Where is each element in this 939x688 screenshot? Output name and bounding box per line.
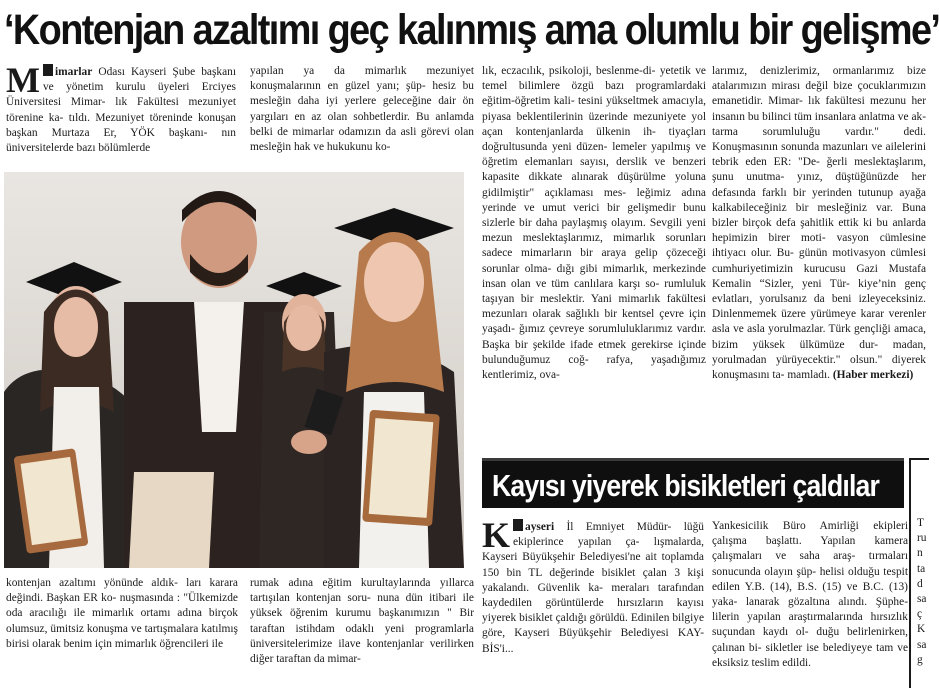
byline: (Haber merkezi) bbox=[832, 369, 914, 382]
text-line: lüğü ekiplerince yapılan ça- bbox=[513, 521, 704, 549]
side-text-fragment: ta bbox=[917, 562, 926, 575]
text-line: Konuşmasının sonunda mazunları bbox=[712, 141, 869, 154]
text-line: yiyerek bisiklet çaldığı görüldü. bbox=[482, 612, 628, 625]
text-line: ları karara değindi. Başkan ER ko- bbox=[6, 577, 238, 605]
text-line: madan, yorulmadan yürüyecektir." bbox=[712, 338, 926, 366]
article-marker-square bbox=[513, 519, 523, 531]
text-line: vasyon cümlesine ihtiyacı olur. Bu- bbox=[712, 232, 926, 260]
text-line: elemanları sayısı, derslik ve benzeri bbox=[524, 156, 706, 169]
text-line: tesini yükseltmek amacıyla, piyasa bbox=[482, 95, 706, 123]
text-line: yınız, düştüğünüzde her defasında bbox=[712, 171, 926, 199]
text-line: tıldı. Mezuniyet töreninde konuşan bbox=[68, 111, 236, 124]
text-line: bir gelişmedir bunu sizlerle bir daha bbox=[482, 201, 706, 230]
text-line: sorunları sadece mimarların bir bbox=[482, 232, 706, 260]
text-line: ve asla yorulmazlar. Türk gençliği bbox=[733, 323, 891, 336]
text-line: ğerli meslektaşlarım, şunu unutma- bbox=[712, 156, 926, 184]
text-line: sağlıklı bir kentsel çevre için yaşadı- bbox=[482, 308, 706, 336]
article1-column-2 bbox=[250, 64, 474, 155]
text-line: aracılığı ile mimarlık ortamı adına bbox=[29, 607, 202, 620]
side-text-fragment: ç bbox=[917, 608, 923, 621]
text-line: ki bu anlarda hepimizin birer moti- bbox=[712, 217, 926, 245]
text-line: rumak adına eğitim kurultaylarında bbox=[250, 577, 431, 589]
lead-word: imarlar bbox=[54, 66, 93, 78]
text-line: Belediyesi'ne ait toplamda 150 bbox=[482, 551, 704, 579]
text-line: rafya, yaşadığımız kentlerimiz, ova- bbox=[482, 353, 706, 382]
text-line: olan sohbetlerdir. Bu anlamda belki bbox=[250, 110, 474, 138]
side-text-fragment: n bbox=[917, 547, 923, 560]
text-line: tartışmalara katılmış birisi olarak bbox=[6, 622, 238, 650]
article1-column-3 bbox=[482, 64, 706, 383]
text-line: hırsızlık suçundan kaydı ol- bbox=[712, 611, 908, 639]
text-line: amaca, bizim yüksek ülkümüze dur- bbox=[712, 323, 926, 351]
text-line: meraları tarafından kaydedilen bbox=[482, 581, 704, 610]
text-line: günün motivasyon cümlesi bbox=[798, 247, 926, 260]
text-line: ve ailelerini tebrik eden ER: "De- bbox=[712, 141, 926, 169]
text-line: nuşmasında : "Ülkemizde oda bbox=[6, 592, 238, 620]
text-line: sikletler ise belediyeye tam ve bbox=[765, 641, 908, 654]
text-line: nuna dün itibari ile yüksek öğrenim bbox=[250, 592, 474, 620]
text-line: lanarak gözaltına alındı. Şüphe- bbox=[745, 596, 908, 609]
text-line: farklı bir yerinden tutunup ayağa bbox=[762, 186, 926, 199]
text-line: Odası Kayseri Şube bbox=[98, 66, 196, 78]
text-line: mezun meslektaşlarımız, mimarlık bbox=[482, 232, 656, 245]
text-line: üyeleri Erciyes Üniversitesi Mimar- bbox=[6, 81, 236, 109]
article-marker-square bbox=[43, 64, 53, 76]
text-line: programlardaki eğitim-öğretim kali- bbox=[482, 80, 706, 108]
text-line: (14), B.S. (15) ve B.C. (13) yaka- bbox=[712, 580, 908, 609]
text-line: duğu belirlenirken, çalınan bi- bbox=[712, 626, 908, 654]
text-line: tiyaçları doğrultusunda yeni düzen- bbox=[482, 125, 706, 154]
article1-column-1-continued bbox=[6, 576, 238, 652]
text-line: üniversitelerimize ilave kontenjanlar bbox=[250, 637, 424, 650]
dropcap-letter: K bbox=[482, 515, 511, 555]
text-line: Edinilen bilgiye göre, Kayseri bbox=[482, 612, 704, 640]
text-line: başkan Murtaza Er, YÖK başkanı- bbox=[6, 126, 208, 139]
text-line: gerekirse içinde bulunduğumuz coğ- bbox=[482, 338, 706, 366]
text-line: verilirken diğer taraftan da mimar- bbox=[250, 637, 474, 666]
text-line: Buna bizler birçok defa şahitlik ettik bbox=[712, 201, 926, 230]
article2-column-2 bbox=[712, 519, 908, 671]
text-line: görüntülerde hırsızların kayısı bbox=[545, 597, 704, 610]
text-line: olsun." diyerek konuşmasını ta- bbox=[712, 353, 926, 382]
text-line: araya gelip çözeceği sorunlar olma- bbox=[482, 247, 706, 275]
article1-column-1 bbox=[6, 60, 236, 156]
text-line: bin TL değerinde bisiklet çalan bbox=[506, 566, 667, 579]
article1-column-2-continued bbox=[250, 576, 474, 667]
text-line: nın üniversitelerde bazı bölümlerde bbox=[6, 126, 236, 155]
article1-column-1-text bbox=[6, 60, 236, 155]
side-text-fragment: sa bbox=[917, 638, 927, 651]
text-line: benim için mimarlık öğrencileri ile bbox=[63, 637, 224, 650]
text-line: yoluna gidilmiştir" açıklaması mes- bbox=[482, 171, 706, 199]
text-line: kurumu başkanımızın " Bir taraftan bbox=[250, 607, 474, 635]
side-text-fragment: g bbox=[917, 653, 923, 666]
text-line: cumhuriyetimizin kurucusu Gazi bbox=[712, 262, 878, 275]
text-line: tırmaları sonucunda olayın şüp- bbox=[712, 550, 908, 578]
text-line: istihdam odaklı yeni programlarla bbox=[295, 622, 474, 635]
text-line: beklentilerinin üzerinde mezuniyete bbox=[516, 110, 686, 123]
article1-column-4 bbox=[712, 64, 926, 383]
text-line: bize atalarımızın mirası değil bize bbox=[712, 65, 926, 93]
text-line: yol açan kontenjanlarda ülkenin ih- bbox=[482, 110, 706, 138]
text-line: lık, eczacılık, psikoloji, beslenme-di- bbox=[482, 65, 656, 77]
text-line: mimarlık fakültesi mezunları olarak bbox=[482, 293, 706, 321]
text-line: lık Fakültesi mezuniyet törenine ka- bbox=[6, 96, 236, 124]
text-line: helisi olduğu tespit edilen Y.B. bbox=[712, 565, 908, 593]
text-line: olan mesleğin hak ve hukukunu ko- bbox=[250, 125, 474, 154]
text-line: yıllarca tartışılan kontenjan soru- bbox=[250, 577, 474, 605]
text-line: 3 kişi yakalandı. Güvenlik ka- bbox=[482, 566, 704, 594]
article2-headline-banner bbox=[482, 458, 904, 508]
side-text-fragment: d bbox=[917, 577, 923, 590]
text-line: başkanı ve yönetim kurulu bbox=[42, 66, 236, 94]
text-line: de mimarlar odamızın da asli görevi bbox=[277, 125, 450, 138]
text-line: lışmalarda, Kayseri Büyükşehir bbox=[482, 536, 704, 564]
text-line: leğimiz adına yerinde ve umut verici bbox=[482, 186, 706, 214]
text-line: konuşmalarının en güzel yanı; şüp- bbox=[250, 80, 426, 93]
text-line: bilinci tüm insanlara anlatma ve ak- bbox=[762, 110, 926, 123]
text-line: kiye’nin genç evlatları, yorulsanız da bbox=[712, 277, 926, 306]
text-line: Mustafa Kemalin “Sizler, yeni Tür- bbox=[712, 262, 926, 290]
closing-text: mamladı. bbox=[787, 369, 833, 382]
text-line: dığı gibi mimarlık, merkezinde bbox=[556, 262, 706, 275]
text-line: kontenjan azaltımı yönünde aldık- bbox=[6, 577, 178, 589]
text-line: vardır. Başka bir şekilde ifade etmek bbox=[482, 323, 706, 351]
text-line: birçok olumsuz, ümitsiz konuşma ve bbox=[6, 607, 238, 635]
side-text-fragment: ru bbox=[917, 532, 927, 545]
text-line: üzere yürümeye karar verenler asla bbox=[712, 308, 926, 336]
article2-column-1 bbox=[482, 515, 704, 657]
text-line: Yankesicilik Büro Amirliği bbox=[712, 520, 859, 532]
side-text-fragment: K bbox=[917, 623, 926, 636]
article2-headline: Kayısı yiyerek bisikletleri çaldılar bbox=[492, 468, 879, 503]
text-line: insan olan ve tüm canlılara karşı so- bbox=[482, 277, 660, 290]
text-line: lık fakültesi mezunu her insanın bu bbox=[712, 95, 926, 123]
text-line: geleceğine dair ön yargıları en az bbox=[250, 95, 474, 123]
adjacent-article-edge bbox=[909, 458, 929, 688]
text-line: İl Emniyet Müdür- bbox=[566, 521, 672, 533]
text-line: paylaşmış olayım. Sevgili yeni bbox=[561, 217, 706, 230]
text-line: beni izleyeceksiniz. Dinlenmemek bbox=[712, 293, 926, 321]
text-line: yapılan ya da mimarlık mezuniyet bbox=[250, 65, 474, 77]
text-line: lilerin yapılan araştırmalarında bbox=[712, 611, 863, 624]
side-text-fragment: T bbox=[917, 517, 924, 529]
text-line: Büyükşehir Belediyesi KAY- bbox=[558, 627, 704, 640]
main-headline: ‘Kontenjan azaltımı geç kalınmış ama olumlu bir gelişme’ bbox=[4, 6, 939, 54]
dropcap-letter: M bbox=[6, 60, 40, 100]
text-line: kamera çalışmaları ve saha araş- bbox=[712, 535, 908, 563]
text-line: çocuklarımızın emanetidir. Mimar- bbox=[712, 80, 926, 108]
lead-word: ayseri bbox=[525, 521, 555, 533]
text-line: tarma sorumluluğu vardır." dedi. bbox=[712, 125, 926, 138]
side-text-fragment: sa bbox=[917, 593, 927, 606]
text-line: eksiksiz teslim edildi. bbox=[712, 656, 812, 669]
graduation-ceremony-photo bbox=[4, 172, 464, 568]
text-line: hesiz bu mesleğin daha iyi yerlere bbox=[250, 80, 474, 108]
text-line: kapasite dikkate alınarak düşürülme bbox=[482, 171, 666, 184]
text-line: lemeler yapılmış ve öğretim bbox=[482, 141, 706, 169]
text-line: kalkabileceğiniz bir mesleğiniz var. bbox=[712, 201, 893, 214]
text-line: ğımız çevreye sorumluluklarımız bbox=[518, 323, 673, 336]
text-line: yetetik ve temel bilimlere özgü bazı bbox=[482, 65, 706, 93]
text-line: rumluluk taşıyan bir meslektir. Yani bbox=[482, 277, 706, 306]
text-line: ekipleri çalışma başlattı. Yapılan bbox=[712, 520, 908, 548]
text-line: larımız, denizlerimiz, ormanlarımız bbox=[712, 65, 895, 77]
text-line: BİS'i... bbox=[482, 642, 514, 655]
